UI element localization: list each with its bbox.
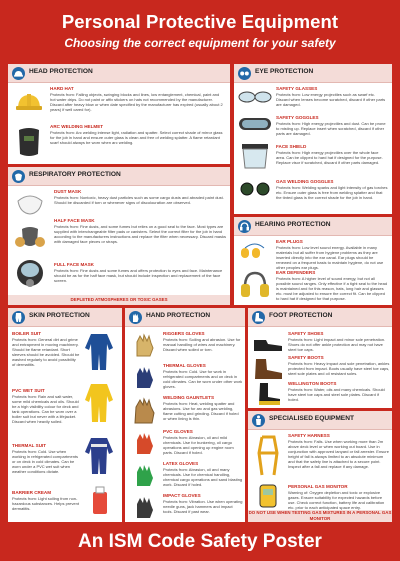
item-text: Protects from: Vibration. Use when operating needle guns, jack hammers and impact tools. Discard if past wear.	[163, 499, 243, 514]
eye-protection-panel	[234, 64, 392, 214]
item-text: Protects from: Heat, welding spatter and abrasions. Use for arc and gas welding, flame cutting and grinding. Discard if holed or when lining is thin.	[163, 401, 239, 421]
item-heading: SAFETY GLASSES	[276, 86, 318, 91]
panel-title: FOOT PROTECTION	[269, 312, 333, 319]
item-heading: BOILER SUIT	[12, 331, 42, 336]
pvc-wet-suit-image	[80, 382, 118, 424]
item-barrier-cream	[12, 490, 80, 511]
panel-header	[248, 308, 392, 327]
item-riggers-gloves	[163, 331, 243, 352]
item-pvc-wet-suit	[12, 388, 80, 424]
wellington-boots-image	[256, 382, 282, 406]
item-heading: ARC WELDING HELMET	[50, 124, 104, 129]
item-arc-welding-helmet	[50, 124, 224, 145]
item-safety-harness	[288, 433, 390, 469]
ear-plugs-image	[238, 243, 272, 261]
dust-mask-image	[16, 193, 44, 215]
item-text: Protects from: Low level sound energy. Available in many materials but all suffer from hygiene problems as they are inserted directly into the ear canal. Ear plugs should be renewed on a frequent basis to maintain hygiene, do not use other peoples ear plugs.	[276, 245, 384, 270]
item-text: Protects from: Arc welding intense light, radiation and spatter. Select correct shade of mirror glass for the job in hand and ensure outer glass is clean and free of welding splatter. A flame retardant scarf should always be worn when arc welding.	[50, 130, 223, 145]
panel-title: SKIN PROTECTION	[29, 312, 90, 319]
item-ear-defenders	[276, 270, 388, 301]
safety-goggles-image	[238, 116, 272, 132]
full-face-mask-image	[14, 259, 46, 289]
item-text: Protects from: Abrasion, oil and many chemicals. Use for chemical handling, chemical cargo operations and sand blasting work. Discard if holed.	[163, 467, 243, 487]
item-heading: THERMAL GLOVES	[163, 363, 206, 368]
item-wellington-boots	[288, 381, 390, 402]
item-heading: THERMAL SUIT	[12, 443, 47, 448]
foot-protection-panel	[248, 308, 392, 408]
item-heading: HARD HAT	[50, 86, 74, 91]
item-gas-welding-goggles	[276, 179, 388, 200]
respiratory-footer-bar: DEPLETED ATMOSPHERES OR TOXIC GASES	[8, 295, 230, 305]
item-heading: SAFETY GOGGLES	[276, 115, 319, 120]
item-safety-glasses	[276, 86, 388, 107]
boiler-suit-image	[80, 332, 118, 372]
safety-shoes-image	[252, 336, 284, 352]
barrier-cream-image	[88, 486, 112, 516]
item-half-face-mask	[54, 218, 226, 244]
item-heading: BARRIER CREAM	[12, 490, 52, 495]
harness-icon	[252, 414, 265, 427]
item-pvc-gloves	[163, 429, 243, 455]
face-shield-image	[240, 144, 270, 170]
item-ear-plugs	[276, 239, 388, 270]
respiratory-protection-panel	[8, 167, 230, 305]
panel-title: SPECIALISED EQUIPMENT	[269, 415, 354, 422]
item-text: Protects from: Cold. Use for work in refrigerated compartments and on deck in cold climates. Can be worn under other work gloves.	[163, 369, 243, 389]
item-text: Protects from: Nontoxic, heavy dust particles such as some cargo dusts and abraded paint dust. Should be discarded if torn or whenever signs of discolouration are observed.	[54, 195, 224, 205]
boot-icon	[252, 311, 265, 324]
panel-header	[8, 167, 230, 186]
item-heading: WELLINGTON BOOTS	[288, 381, 337, 386]
item-text: Protects from: Light soiling from non-hazardous substances. Helps prevent dermatitis.	[12, 496, 79, 511]
item-text: Protects from: Water, oils and many chemicals. Should have steel toe caps and steel sole plates. Discard if holed.	[288, 387, 385, 402]
impact-gloves-image	[131, 494, 159, 520]
gas-welding-goggles-image	[238, 182, 272, 196]
item-text: Protects from: Light impact and minor sole penetration. Shoes do not offer ankle protection and may not have steel toe caps.	[288, 337, 386, 352]
item-text: Protects from: Falling objects, swinging blocks and lines, low entanglement, chemical, paint and hot water drips. Do not paint or affix stickers on hats not recommended by the manufacturer. Discard after heavy blow or when date specified by the manufacturer has expired (usually about 2 years) if well cared for).	[50, 92, 223, 112]
item-text: Protects from: Fine dusts, and some fumes but relies on a good seal to the face. Most types are supplied with interchangeable filter pads or canisters. Select the correct filter for the job in hand according to the manufacturers instructions and replace the filter when necessary. Discard masks with damaged face pieces or straps.	[54, 224, 227, 244]
item-heading: GAS WELDING GOGGLES	[276, 179, 334, 184]
item-welding-gauntlets	[163, 395, 243, 421]
hand-protection-panel	[125, 308, 245, 522]
item-heading: FACE SHIELD	[276, 144, 307, 149]
item-text: Protects from: Cold. Use when working in refrigerated compartments or on deck in cold climates. Can be worn under a PVC wet suit when weather conditions dictate.	[12, 449, 79, 474]
welding-helmet-image	[14, 126, 44, 158]
panel-title: HAND PROTECTION	[146, 312, 211, 319]
skin-protection-panel	[8, 308, 122, 522]
item-heading: PERSONAL GAS MONITOR	[288, 484, 348, 489]
safety-harness-image	[252, 435, 284, 477]
hard-hat-image	[14, 88, 44, 118]
item-text: Protects from: Abrasion, oil and mild chemicals. Use for bunkering, oil cargo operations and opening up engine room parts. Discard if holed.	[163, 435, 234, 455]
ear-defenders-image	[240, 271, 270, 299]
panel-header	[248, 411, 392, 430]
item-face-shield	[276, 144, 388, 165]
thermal-gloves-image	[131, 364, 159, 390]
ear-defenders-icon	[238, 220, 251, 233]
item-personal-gas-monitor	[288, 484, 390, 510]
poster-subtitle: Choosing the correct equipment for your safety	[64, 36, 336, 50]
poster-header	[0, 0, 400, 62]
item-text: Warning of: Oxygen depletion and toxic or explosive gases. Ensure suitability for expected hazards before use. Check correct function, battery life and calibration etc. prior to each anticipated space entry.	[288, 490, 385, 510]
item-dust-mask	[54, 189, 226, 205]
item-heading: DUST MASK	[54, 189, 82, 194]
panel-header	[125, 308, 245, 327]
panel-title: HEARING PROTECTION	[255, 221, 331, 228]
item-heading: FULL FACE MASK	[54, 262, 94, 267]
hard-hat-icon	[12, 67, 25, 80]
item-heading: PVC WET SUIT	[12, 388, 45, 393]
panel-title: RESPIRATORY PROTECTION	[29, 171, 121, 178]
item-impact-gloves	[163, 493, 243, 514]
half-face-mask-image	[14, 225, 46, 253]
item-text: Protects from: Welding sparks and light intensity of gas torches etc. Ensure outer glass is free from welding splatter and that the tinted glass is the correct shade for the job in hand.	[276, 185, 388, 200]
personal-gas-monitor-image	[258, 483, 278, 509]
specialised-footer-bar: DO NOT USE WHEN TESTING GAS MIXTURES IN A PERSONAL GAS MONITOR	[248, 510, 392, 521]
item-heading: WELDING GAUNTLETS	[163, 395, 215, 400]
specialised-equipment-panel	[248, 411, 392, 522]
item-text: Protects from: Rain and salt water, some mild chemicals and oils. Should be a high visibility colour for deck and tank operations. Can be worn over a boiler suit but never with a lifejacket. Discard when heavily soiled.	[12, 394, 79, 424]
item-safety-shoes	[288, 331, 390, 352]
head-protection-panel	[8, 64, 230, 164]
item-heading: RIGGERS GLOVES	[163, 331, 205, 336]
panel-title: HEAD PROTECTION	[29, 68, 93, 75]
poster-footer: An ISM Code Safety Poster	[78, 531, 322, 552]
panel-header	[234, 64, 392, 83]
item-heading: IMPACT GLOVES	[163, 493, 201, 498]
hearing-protection-panel	[234, 217, 392, 305]
item-heading: SAFETY BOOTS	[288, 355, 324, 360]
safety-boots-image	[252, 358, 284, 380]
item-text: Protects from: Fine dusts and some fumes and offers protection to eyes and face. Maintenance should be as for the half face mask, but should include inspection and replacement of the face screen.	[54, 268, 223, 283]
item-boiler-suit	[12, 331, 80, 367]
item-heading: LATEX GLOVES	[163, 461, 199, 466]
item-text: Protects from: Falls. Use when working more than 2m above deck level or when working out board. Use in conjunction with approved lanyard or fall arrester. Ensure height of fall is always limited to an absolute minimum and that the safety line is attached to a secure point. Inspect after a fall and replace if any damage.	[288, 439, 389, 469]
panel-header	[8, 64, 230, 83]
item-hard-hat	[50, 86, 224, 112]
item-text: Protects from: High energy projectiles over the whole face area. Can be clipped to hard hat if designed for the purpose. Replace visor if scratched, discard if other parts damaged.	[276, 150, 383, 165]
panel-header	[8, 308, 122, 327]
item-heading: EAR PLUGS	[276, 239, 303, 244]
goggles-icon	[238, 67, 251, 80]
welding-gauntlets-image	[131, 396, 159, 424]
thermal-suit-image	[80, 436, 118, 476]
item-thermal-gloves	[163, 363, 243, 389]
item-heading: PVC GLOVES	[163, 429, 193, 434]
item-text: Protects from: A higher level of sound energy, but not all possible sound ranges. Only effective if a tight seal to the head is maintained and for this reason, hats, long hair and glasses etc. must be adjusted to ensure the correct fit. Can be clipped to hard hat if designed for that purpose.	[276, 276, 388, 301]
item-heading: EAR DEFENDERS	[276, 270, 316, 275]
item-text: Protects from: Soiling and abrasion. Use for manual handling of wires and machinery. Discard when soiled or torn.	[163, 337, 241, 352]
item-text: Protects from: General dirt and grime and entrapment in moving machinery. Should be flame retardant. Short sleeves should be avoided. Should be washed regularly to avoid possibility of dermatitis.	[12, 337, 80, 367]
item-heading: SAFETY HARNESS	[288, 433, 330, 438]
panel-title: EYE PROTECTION	[255, 68, 314, 75]
pvc-gloves-image	[131, 430, 159, 456]
safety-glasses-image	[238, 90, 272, 104]
item-latex-gloves	[163, 461, 243, 487]
latex-gloves-image	[131, 462, 159, 488]
item-safety-boots	[288, 355, 390, 376]
panel-header	[234, 217, 392, 236]
poster-title: Personal Protective Equipment	[61, 11, 339, 32]
overalls-icon	[12, 311, 25, 324]
item-heading: HALF FACE MASK	[54, 218, 95, 223]
item-safety-goggles	[276, 115, 388, 136]
item-text: Protects from: Low energy projectiles such as swarf etc. Discard when lenses become scratched, discard if other parts are damaged.	[276, 92, 386, 107]
item-thermal-suit	[12, 443, 80, 474]
riggers-gloves-image	[131, 332, 159, 358]
item-text: Protects from: Heavy impact and sole penetration, ankles protected from impact. Boots usually have steel toe caps, steel sole plates and oil resistant soles.	[288, 361, 390, 376]
item-heading: SAFETY SHOES	[288, 331, 324, 336]
respirator-icon	[12, 170, 25, 183]
glove-icon	[129, 311, 142, 324]
item-text: Protects from: High energy projectiles and dust. Can be prone to misting up. Replace insert when scratched, discard if other parts are damaged.	[276, 121, 386, 136]
item-full-face-mask	[54, 262, 226, 283]
